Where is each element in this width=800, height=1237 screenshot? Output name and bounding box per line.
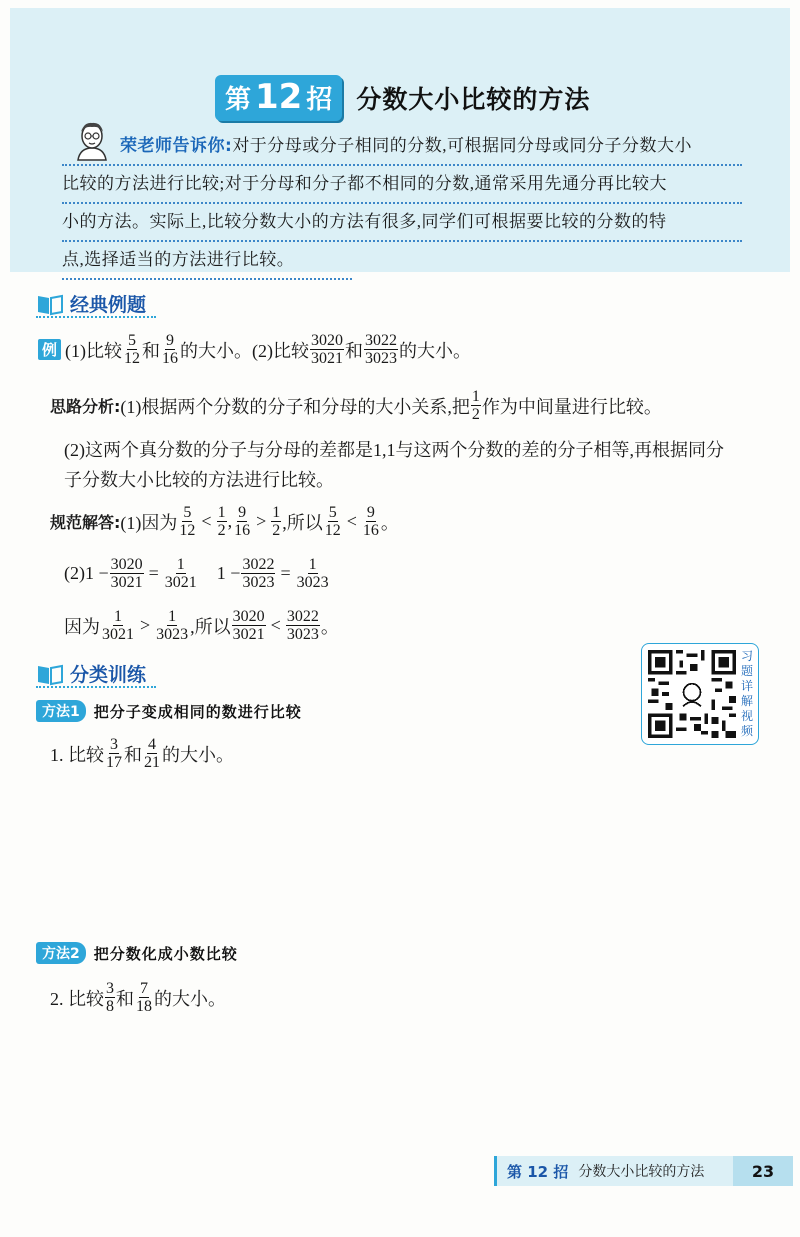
denominator: 3023 xyxy=(286,626,319,643)
denominator: 18 xyxy=(136,998,152,1015)
denominator: 3023 xyxy=(156,626,189,643)
qr-card[interactable] xyxy=(641,643,759,745)
solution-text: 。 xyxy=(380,512,399,533)
qr-code-icon[interactable] xyxy=(648,650,736,738)
qr-caption-char: 视 xyxy=(740,709,753,723)
solution-text: 。 xyxy=(320,616,339,637)
fraction xyxy=(161,332,179,367)
numerator: 5 xyxy=(183,504,192,521)
numerator: 7 xyxy=(140,980,148,997)
book-icon xyxy=(36,292,64,316)
teacher-tip-label: 荣老师告诉你: xyxy=(120,136,233,156)
analysis-line-3 xyxy=(64,466,334,492)
numerator: 1 xyxy=(114,608,122,625)
solution-text: (2)1 − xyxy=(64,563,109,583)
numerator: 1 xyxy=(176,556,185,573)
practice-heading-text: 分类训练 xyxy=(70,664,147,686)
analysis-text: 子分数大小比较的方法进行比较。 xyxy=(64,470,334,490)
fraction xyxy=(233,504,251,539)
solution-line-3 xyxy=(64,608,339,643)
denominator: 3021 xyxy=(232,626,265,643)
numerator: 3 xyxy=(110,736,118,753)
denominator: 3021 xyxy=(102,626,134,643)
example-text: 的大小。(2)比较 xyxy=(180,340,310,361)
fraction xyxy=(110,556,144,591)
numerator: 9 xyxy=(238,504,247,521)
numerator: 3020 xyxy=(110,556,143,573)
fraction xyxy=(324,504,342,539)
question-text: 的大小。 xyxy=(154,988,226,1009)
denominator: 3021 xyxy=(110,574,143,591)
fraction xyxy=(123,332,141,367)
question-2 xyxy=(50,980,226,1015)
solution-text: ,所以 xyxy=(190,616,231,637)
teacher-tip-line: 小的方法。实际上,比较分数大小的方法有很多,同学们可根据要比较的分数的特 xyxy=(62,204,742,242)
teacher-tip-text-1: 对于分母或分子相同的分数,可根据同分母或同分子分数大小 xyxy=(232,136,693,155)
lesson-suffix: 招 xyxy=(306,85,333,115)
example-text: 的大小。 xyxy=(399,340,472,361)
fraction xyxy=(232,608,266,643)
solution-text: ,所以 xyxy=(282,512,323,533)
question-text: 1. 比较 xyxy=(50,744,104,765)
denominator: 16 xyxy=(162,350,179,367)
teacher-tip-line: 比较的方法进行比较;对于分母和分子都不相同的分数,通常采用先通分再比较大 xyxy=(62,166,742,204)
fraction xyxy=(155,608,189,643)
denominator: 16 xyxy=(362,522,379,539)
fraction xyxy=(362,504,380,539)
qr-caption-char: 频 xyxy=(740,724,753,738)
fraction xyxy=(296,556,330,591)
numerator: 3022 xyxy=(242,556,275,573)
footer-lesson-name: 分数大小比较的方法 xyxy=(578,1164,705,1180)
example-text: 和 xyxy=(142,340,161,361)
solution-text: (1)因为 xyxy=(120,512,178,533)
numerator: 9 xyxy=(366,504,375,521)
denominator: 3021 xyxy=(311,350,344,367)
method-1-title: 把分子变成相同的数进行比较 xyxy=(93,702,302,721)
denominator: 2 xyxy=(471,406,480,423)
denominator: 12 xyxy=(324,522,341,539)
solution-label: 规范解答: xyxy=(50,513,121,532)
solution-operator: < xyxy=(346,511,357,531)
fraction xyxy=(364,332,398,367)
practice-heading xyxy=(36,660,146,687)
denominator: 17 xyxy=(106,754,122,771)
fraction xyxy=(241,556,275,591)
teacher-tip xyxy=(62,128,742,280)
teacher-tip-line: 点,选择适当的方法进行比较。 xyxy=(62,242,352,280)
solution-line-1 xyxy=(50,504,399,539)
question-text: 和 xyxy=(116,988,134,1009)
numerator: 3020 xyxy=(232,608,265,625)
analysis-line-2 xyxy=(64,436,724,462)
question-text: 2. 比较 xyxy=(50,988,104,1009)
example-tag: 例 xyxy=(38,339,61,360)
question-1 xyxy=(50,736,234,771)
solution-operator: > xyxy=(256,511,267,531)
lesson-title xyxy=(215,78,590,118)
numerator: 1 xyxy=(217,504,226,521)
denominator: 3023 xyxy=(242,574,275,591)
analysis-text: (2)这两个真分数的分子与分母的差都是1,1与这两个分数的差的分子相等,再根据同分 xyxy=(64,440,724,460)
solution-operator: < xyxy=(270,615,281,635)
footer-bar xyxy=(494,1156,793,1186)
fraction xyxy=(135,980,153,1015)
analysis-text: (1)根据两个分数的分子和分母的大小关系,把 xyxy=(120,396,470,417)
numerator: 5 xyxy=(128,332,137,349)
analysis-text: 作为中间量进行比较。 xyxy=(481,396,662,417)
example-text: (1)比较 xyxy=(65,340,123,361)
fraction xyxy=(271,504,281,539)
solution-text: , xyxy=(227,511,233,531)
analysis-line-1 xyxy=(50,388,662,423)
example-question xyxy=(38,332,471,367)
analysis-label: 思路分析: xyxy=(50,397,121,416)
numerator: 1 xyxy=(308,556,317,573)
denominator: 2 xyxy=(217,522,226,539)
numerator: 1 xyxy=(168,608,177,625)
lesson-number: 12 xyxy=(255,77,303,117)
solution-text: 1 − xyxy=(216,563,241,583)
fraction xyxy=(143,736,161,771)
denominator: 2 xyxy=(272,522,281,539)
example-text: 和 xyxy=(345,340,364,361)
solution-operator: < xyxy=(201,511,212,531)
qr-caption-char: 题 xyxy=(740,664,753,678)
fraction xyxy=(164,556,198,591)
denominator: 12 xyxy=(179,522,196,539)
numerator: 3022 xyxy=(365,332,398,349)
classic-heading xyxy=(36,290,146,317)
practice-rule xyxy=(36,686,156,688)
lesson-prefix: 第 xyxy=(225,85,252,115)
method-2 xyxy=(36,942,238,964)
footer-lesson: 第 12 招 xyxy=(507,1162,569,1181)
method-2-title: 把分数化成小数比较 xyxy=(93,944,238,963)
fraction xyxy=(217,504,227,539)
qr-caption xyxy=(740,649,754,739)
book-icon xyxy=(36,662,64,686)
solution-operator: = xyxy=(280,563,291,583)
fraction xyxy=(471,388,481,423)
numerator: 5 xyxy=(328,504,337,521)
lesson-name: 分数大小比较的方法 xyxy=(356,85,591,114)
fraction xyxy=(310,332,344,367)
teacher-tip-line xyxy=(62,128,742,166)
fraction xyxy=(105,736,123,771)
method-1-tag: 方法1 xyxy=(36,700,86,722)
denominator: 12 xyxy=(124,350,141,367)
page-number: 23 xyxy=(733,1156,793,1186)
denominator: 3023 xyxy=(365,350,398,367)
numerator: 1 xyxy=(471,388,480,405)
solution-operator: > xyxy=(140,615,151,635)
question-text: 和 xyxy=(124,744,142,765)
classic-rule xyxy=(36,316,156,318)
question-text: 的大小。 xyxy=(162,744,234,765)
solution-line-2 xyxy=(64,556,331,591)
numerator: 3022 xyxy=(286,608,319,625)
numerator: 9 xyxy=(166,332,175,349)
fraction xyxy=(286,608,320,643)
numerator: 3 xyxy=(106,980,114,997)
qr-caption-char: 习 xyxy=(740,649,753,663)
solution-operator: = xyxy=(148,563,159,583)
solution-text: 因为 xyxy=(64,616,100,637)
denominator: 21 xyxy=(144,754,160,771)
classic-heading-text: 经典例题 xyxy=(70,294,147,316)
denominator: 8 xyxy=(106,998,114,1015)
numerator: 4 xyxy=(148,736,156,753)
numerator: 3020 xyxy=(311,332,344,349)
denominator: 16 xyxy=(234,522,251,539)
fraction xyxy=(105,980,115,1015)
denominator: 3021 xyxy=(164,574,197,591)
lesson-badge xyxy=(215,75,342,121)
denominator: 3023 xyxy=(296,574,329,591)
fraction xyxy=(178,504,196,539)
qr-caption-char: 详 xyxy=(740,679,753,693)
method-2-tag: 方法2 xyxy=(36,942,86,964)
method-1 xyxy=(36,700,302,722)
qr-caption-char: 解 xyxy=(740,694,753,708)
numerator: 1 xyxy=(272,504,281,521)
fraction xyxy=(101,608,135,643)
